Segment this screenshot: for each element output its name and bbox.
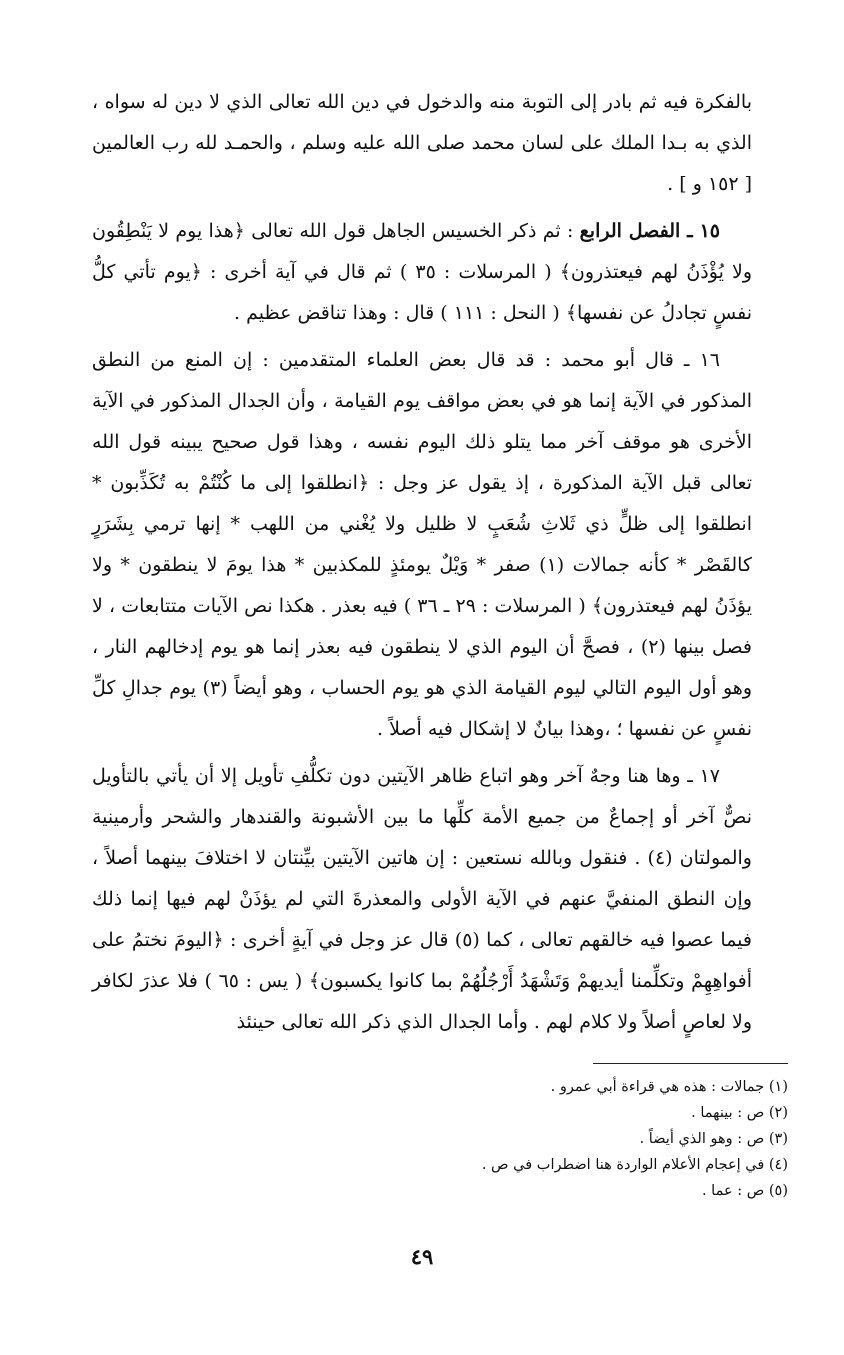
footnote-3: (٣) ص : وهو الذي أيضاً . xyxy=(639,1131,788,1147)
paragraph-continuation xyxy=(92,82,752,205)
footnote-1: (١) جمالات : هذه هي قراءة أبي عمرو . xyxy=(550,1079,788,1095)
footnote-5: (٥) ص : عما . xyxy=(701,1183,788,1199)
paragraph-text: ١٧ ـ وها هنا وجهٌ آخر وهو اتباع ظاهر الآيتين دون تكلُّفِ تأويل إلا أن يأتي بالتأويل نصٌّ آخر أو إجماعٌ من جميع الأمة كلِّها ما بين الأشبونة والقندهار والشحر وأرمينية والمولتان (٤) . فنقول وبالله نستعين : إن هاتين الآيتين بيِّنتان لا اختلافَ بينهما أصلاً ، وإن النطق المنفيَّ عنهم في الآية الأولى والمعذرةَ التي لم يؤذَنْ لهم فيها إنما ذلك فيما عصوا فيه خالقهم تعالى ، كما (٥) قال عز وجل في آيةٍ أخرى : ﴿اليومَ نختمُ على أفواهِهِمْ وتكلِّمنا أيديهمْ وَتَشْهَدُ أَرْجُلُهُمْ بما كانوا يكسبون﴾ ( يس : ٦٥ ) فلا عذرَ لكافر ولا لعاصٍ أصلاً ولا كلام لهم . وأما الجدال الذي ذكر الله تعالى حينئذ xyxy=(92,765,752,1033)
paragraph-section-16 xyxy=(92,340,752,750)
section-heading: ١٥ ـ الفصل الرابع xyxy=(579,220,721,242)
page-number: ٤٩ xyxy=(410,1244,434,1269)
footnotes xyxy=(92,1074,788,1204)
main-text xyxy=(92,82,752,1043)
paragraph-text: : ثم ذكر الخسيس الجاهل قول الله تعالى ﴿هذا يوم لا يَنْطِقُون ولا يُؤْذَنُ لهم فيعتذرون﴾ ( المرسلات : ٣٥ ) ثم قال في آية أخرى : ﴿يوم تأتي كلُّ نفسٍ تجادلُ عن نفسها﴾ ( النحل : ١١١ ) قال : وهذا تناقض عظيم . xyxy=(92,220,752,324)
paragraph-text: بالفكرة فيه ثم بادر إلى التوبة منه والدخول في دين الله تعالى الذي لا دين له سواه ، الذي به بـدا الملك على لسان محمد صلى الله عليه وسلم ، والحمـد لله رب العالمين [ ١٥٢ و ] . xyxy=(92,91,752,195)
footnote-4: (٤) في إعجام الأعلام الواردة هنا اضطراب في ص . xyxy=(481,1157,788,1173)
paragraph-text: ١٦ ـ قال أبو محمد : قد قال بعض العلماء المتقدمين : إن المنع من النطق المذكور في الآية إنما هو في بعض مواقف يوم القيامة ، وأن الجدال المذكور في الآية الأخرى هو موقف آخر مما يتلو ذلك اليوم نفسه ، وهذا قول صحيح يبينه قول الله تعالى قبل الآية المذكورة ، إذ يقول عز وجل : ﴿انطلقوا إلى ما كُنْتُمْ به تُكَذِّبون * انطلقوا إلى ظلٍّ ذي ثَلاثِ شُعَبٍ لا ظليل ولا يُغْني من اللهب * إنها ترمي بِشَرَرٍ كالقَصْر * كأنه جمالات (١) صفر * وَيْلٌ يومئذٍ للمكذبين * هذا يومَ لا ينطقون * ولا يؤذَنُ لهم فيعتذرون﴾ ( المرسلات : ٢٩ ـ ٣٦ ) فيه بعذر . هكذا نص الآيات متتابعات ، لا فصل بينها (٢) ، فصحَّ أن اليوم الذي لا ينطقون فيه بعذر إنما هو يوم إدخالهم النار ، وهو أول اليوم التالي ليوم القيامة الذي هو يوم الحساب ، وهو أيضاً (٣) يوم جدالِ كلِّ نفسٍ عن نفسها ؛ ،وهذا بيانٌ لا إشكال فيه أصلاً . xyxy=(92,349,752,740)
paragraph-section-15 xyxy=(92,211,752,334)
footnote-divider xyxy=(593,1063,788,1064)
footnote-2: (٢) ص : بينهما . xyxy=(691,1105,788,1121)
paragraph-section-17 xyxy=(92,756,752,1043)
